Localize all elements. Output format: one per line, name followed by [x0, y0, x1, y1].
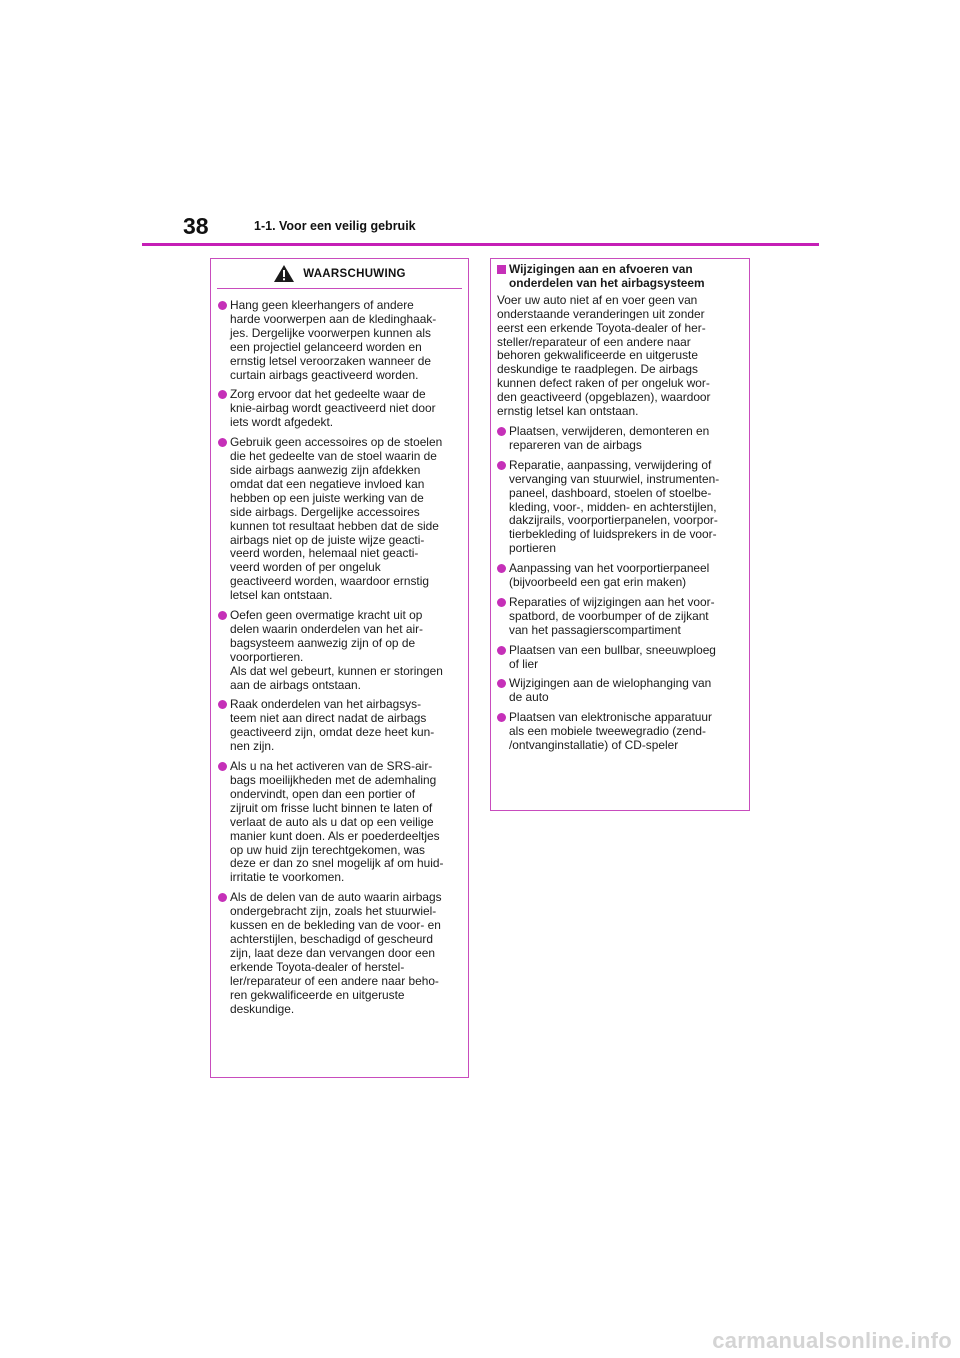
- info-item: Wijzigingen aan de wielophanging van de auto: [497, 677, 744, 705]
- bullet-dot-icon: [497, 679, 506, 688]
- warning-list: [211, 289, 468, 1016]
- info-item: Reparatie, aanpassing, verwijdering of vervanging van stuurwiel, instrumenten- paneel, dashboard, stoelen of stoelbe- kleding, voor-, midden- en achterstijlen, dakzijrails, voorportierpanelen, voorpor- tierbekleding of luidsprekers in de voor- portieren: [497, 459, 744, 556]
- warning-header: [217, 259, 462, 289]
- info-item: Plaatsen van een bullbar, sneeuwploeg of lier: [497, 644, 744, 672]
- warning-item: Raak onderdelen van het airbagsys- teem niet aan direct nadat de airbags geactiveerd zijn, omdat deze heet kun- nen zijn.: [218, 698, 463, 754]
- bullet-dot-icon: [497, 461, 506, 470]
- info-item: Plaatsen, verwijderen, demonteren en repareren van de airbags: [497, 425, 744, 453]
- square-bullet-icon: [497, 265, 506, 274]
- warning-item: Als u na het activeren van de SRS-air- bags moeilijkheden met de ademhaling ondervindt, open dan een portier of zijruit om frisse lucht binnen te laten of verlaat de auto als u dat op een veilige manier kunt doen. Als er poederdeeltjes op uw huid zijn terechtgekomen, was deze er dan zo snel mogelijk af om huid- irritatie te voorkomen.: [218, 760, 463, 885]
- warning-item: Zorg ervoor dat het gedeelte waar de knie-airbag wordt geactiveerd niet door iets wordt afgedekt.: [218, 388, 463, 430]
- bullet-dot-icon: [497, 713, 506, 722]
- bullet-dot-icon: [497, 427, 506, 436]
- bullet-dot-icon: [218, 700, 227, 709]
- bullet-dot-icon: [497, 646, 506, 655]
- bullet-dot-icon: [218, 611, 227, 620]
- bullet-dot-icon: [218, 438, 227, 447]
- info-box: [490, 258, 750, 811]
- bullet-dot-icon: [497, 564, 506, 573]
- info-content: [491, 259, 749, 753]
- warning-item: Oefen geen overmatige kracht uit op delen waarin onderdelen van het air- bagsysteem aanwezig zijn of op de voorportieren. Als dat wel gebeurt, kunnen er storingen aan de airbags ontstaan.: [218, 609, 463, 692]
- watermark: carmanualsonline.info: [712, 1328, 952, 1353]
- page-number: 38: [183, 213, 209, 239]
- info-item: Aanpassing van het voorportierpaneel (bijvoorbeeld een gat erin maken): [497, 562, 744, 590]
- bullet-dot-icon: [218, 893, 227, 902]
- warning-item: Gebruik geen accessoires op de stoelen die het gedeelte van de stoel waarin de side airbags aanwezig zijn afdekken omdat dat een negatieve invloed kan hebben op een juiste werking van de side airbags. Dergelijke accessoires kunnen tot resultaat hebben dat de side airbags niet op de juiste wijze geacti- veerd worden, helemaal niet geacti- veerd worden of per ongeluk geactiveerd worden, waardoor ernstig letsel kan ontstaan.: [218, 436, 463, 603]
- warning-item: Hang geen kleerhangers of andere harde voorwerpen aan de kledinghaak- jes. Dergelijke voorwerpen kunnen als een projectiel gelanceerd worden en ernstig letsel veroorzaken wanneer de curtain airbags geactiveerd worden.: [218, 299, 463, 382]
- section-title: 1-1. Voor een veilig gebruik: [254, 219, 416, 233]
- bullet-dot-icon: [497, 598, 506, 607]
- info-item: Reparaties of wijzigingen aan het voor- spatbord, de voorbumper of de zijkant van het passagierscompartiment: [497, 596, 744, 638]
- warning-box: [210, 258, 469, 1078]
- bullet-dot-icon: [218, 762, 227, 771]
- warning-item: Als de delen van de auto waarin airbags ondergebracht zijn, zoals het stuurwiel- kussen en de bekleding van de voor- en achterstijlen, beschadigd of gescheurd zijn, laat deze dan vervangen door een erkende Toyota-dealer of herstel- ler/reparateur of een andere naar beho- ren gekwalificeerde en uitgeruste deskundige.: [218, 891, 463, 1016]
- warning-triangle-icon: [273, 264, 295, 283]
- info-heading: Wijzigingen aan en afvoeren van onderdelen van het airbagsysteem: [497, 263, 744, 291]
- header-rule: [142, 243, 819, 246]
- bullet-dot-icon: [218, 390, 227, 399]
- bullet-dot-icon: [218, 301, 227, 310]
- info-intro: Voer uw auto niet af en voer geen van onderstaande veranderingen uit zonder eerst een erkende Toyota-dealer of her- steller/reparateur of een andere naar behoren gekwalificeerde en uitgeruste deskundige te raadplegen. De airbags kunnen defect raken of per ongeluk wor- den geactiveerd (opgeblazen), waardoor ernstig letsel kan ontstaan.: [497, 292, 711, 419]
- info-item: Plaatsen van elektronische apparatuur als een mobiele tweewegradio (zend- /ontvanginstallatie) of CD-speler: [497, 711, 744, 753]
- warning-title: WAARSCHUWING: [303, 267, 406, 280]
